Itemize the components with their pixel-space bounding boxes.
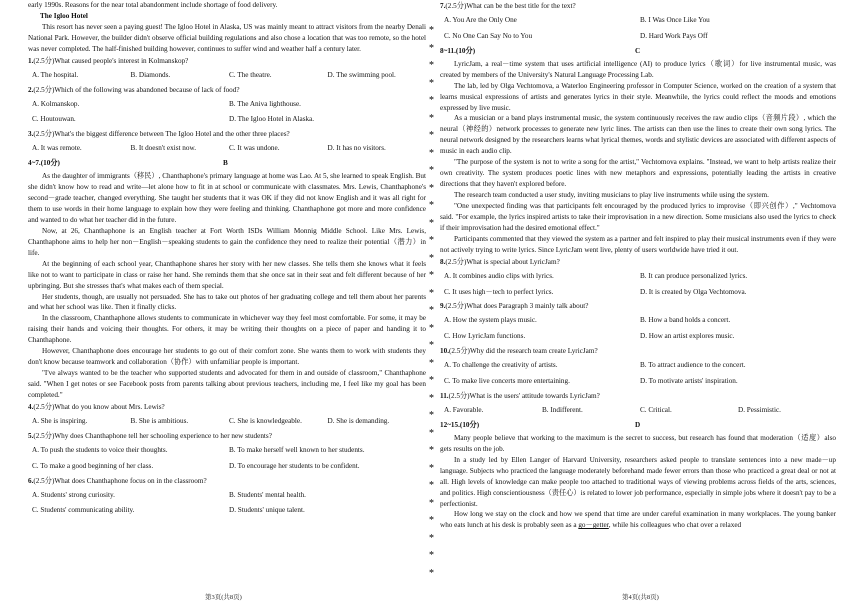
gutter-star-mark: * — [429, 427, 434, 439]
option-c[interactable]: C. Critical. — [640, 406, 672, 414]
question-7: 7.(2.5分)What can be the best title for the text? — [440, 2, 576, 10]
option-b[interactable]: B. Diamonds. — [130, 70, 171, 79]
gutter-star-mark: * — [429, 130, 434, 141]
option-d[interactable]: D. How an artist explores music. — [640, 332, 735, 341]
gutter-star-mark: * — [429, 217, 434, 229]
option-b[interactable]: B. I Was Once Like You — [640, 15, 710, 24]
option-d[interactable]: D. The Igloo Hotel in Alaska. — [229, 115, 315, 124]
gutter-star-mark: * — [429, 515, 434, 526]
option-d[interactable]: D. Students' unique talent. — [229, 506, 305, 515]
question-2: 2.(2.5分)Which of the following was abandoned because of lack of food? — [28, 85, 240, 94]
option-c[interactable]: C. To make a good beginning of her class. — [32, 461, 154, 470]
gutter-star-mark: * — [429, 182, 434, 194]
option-d[interactable]: D. It is created by Olga Vechtomova. — [640, 287, 747, 296]
gutter-star-mark: * — [429, 340, 434, 351]
options-q8 — [444, 271, 836, 298]
gutter-star-mark: * — [429, 305, 434, 316]
page-number-right: 第4页(共8页) — [622, 594, 659, 601]
option-a[interactable]: A. Students' strong curiosity. — [32, 490, 115, 499]
paragraph: How long we stay on the clock and how we spend that time are under careful examination in many workplaces. The young banker who eats lunch at his desk is probably seen as a go－getter, while his colleagues who chat over a relaxed — [440, 510, 836, 530]
paragraph: However, Chanthaphone does encourage her students to go out of their comfort zone. She wants them to work with students they don't know because teamwork and collaboration（协作）with unfamiliar people is important. — [28, 347, 426, 367]
options-q3 — [32, 143, 426, 154]
gutter-star-mark: * — [429, 480, 434, 491]
question-10: 10.(2.5分)Why did the research team create LyricJam? — [440, 347, 598, 356]
option-a[interactable]: A. How the system plays music. — [444, 316, 537, 325]
intro-text: early 1990s. Reasons for the near total abandonment include shortage of food delivery. — [28, 1, 278, 9]
paragraph: Now, at 26, Chanthaphone is an English teacher at Fort Worth ISDs William Monnig Middle School. Like Mrs. Lewis, Chanthaphone aims to help her non－English－speaking students to gain the confidence they need to realize their potential（潜力）in life. — [28, 226, 426, 257]
gutter-star-mark: * — [429, 270, 434, 281]
gutter-star-mark: * — [429, 252, 434, 264]
option-c[interactable]: C. No One Can Say No to You — [444, 31, 533, 40]
section-header-c: 8~11.(10分) C — [440, 46, 641, 55]
options-q10 — [444, 360, 836, 387]
options-q6 — [32, 490, 426, 517]
option-b[interactable]: B. Indifferent. — [542, 406, 583, 414]
option-d[interactable]: D. Pessimistic. — [738, 406, 781, 414]
option-b[interactable]: B. It doesn't exist now. — [130, 144, 197, 153]
paragraph: Participants commented that they viewed the system as a partner and felt inspired to play their musical instruments even if they were not actively trying to write lyrics. Since LyricJam went live, plenty of users worldwide have tried it out. — [440, 234, 836, 254]
section-header-d: 12~15.(10分) D — [440, 420, 641, 429]
paragraph: "The purpose of the system is not to write a song for the artist," Vechtomova explains. "Instead, we want to help artists realize their own creativity. The system produces poetic lines with new metaphors and expressions, potentially leading the artists in creative directions that they haven't explored before. — [440, 158, 836, 189]
section-title-igloo: The Igloo Hotel — [40, 11, 88, 20]
option-d[interactable]: D. It has no visitors. — [327, 144, 386, 153]
options-q9 — [444, 315, 836, 342]
gutter-star-mark: * — [429, 392, 434, 404]
gutter-star-mark: * — [429, 77, 434, 89]
paragraph: As the daughter of immigrants（移民）, Chanthaphone's primary language at home was Lao. At 5, she learned to speak English. But she didn't know how to read and write—let alone how to fit in at school or communicate with classmates. Mrs. Lewis, Chanthaphone's second－grade teacher, changed everything. She taught her students that it was OK if they did not know English and it was all right for them to use words in their home language to explain how they were feeling and thinking. Chanthaphone got more and more confidence and wanted to do what her teacher did in the future. — [28, 172, 426, 224]
gutter-star-mark: * — [429, 95, 434, 106]
paragraph: This resort has never seen a paying guest! The Igloo Hotel in Alaska, US was mainly meant to attract visitors from the nearby Denali National Park. However, the builder didn't observe official building regulations and also chose a location that was too remote, so the hotel was never completed. The half-finished building however, continues to suffer wind and weather half a century later. — [28, 22, 426, 53]
paragraph: Her students, though, are usually not persuaded. She has to take out photos of her graduating college and tell them about her parents and what her school was like. Then it finally clicks. — [28, 292, 426, 312]
gutter-star-mark: * — [429, 147, 434, 159]
options-q1 — [32, 70, 426, 81]
underlined-term: go－getter — [578, 521, 609, 530]
options-q7 — [444, 15, 836, 42]
paragraph: Many people believe that working to the maximum is the secret to success, but research has found that moderation（适度）also gets results on the job. — [440, 433, 836, 453]
options-q2 — [32, 99, 426, 126]
gutter-star-mark: * — [429, 567, 434, 579]
option-b[interactable]: B. The Aniva lighthouse. — [229, 99, 301, 108]
option-a[interactable]: A. Kolmanskop. — [32, 99, 80, 108]
options-q5 — [32, 445, 426, 472]
option-d[interactable]: D. The swimming pool. — [327, 70, 396, 79]
option-a[interactable]: A. Favorable. — [444, 406, 484, 414]
paragraph: The research team conducted a user study, inviting musicians to play live instruments while using the system. — [454, 191, 769, 199]
gutter-star-mark: * — [429, 287, 434, 299]
paragraph: "I've always wanted to be the teacher who supported students and advocated for them in and outside of classroom," Chanthaphone said. "When I get notes or see Facebook posts from parents talking about previous teachers, including me, I feel like my goal has been completed." — [28, 369, 426, 399]
gutter-star-mark: * — [429, 410, 434, 421]
gutter-star-mark: * — [429, 200, 434, 211]
option-b[interactable]: B. It can produce personalized lyrics. — [640, 271, 748, 280]
paragraph: "One unexpected finding was that participants felt encouraged by the produced lyrics to improvise（即兴创作）," Vechtomova said. "For example, the lyrics inspired artists to take their improvisation in a new direction. Some musicians also used the lyrics to check if their improvisation had the desired emotional effect." — [440, 201, 836, 232]
section-header-b: 4~7.(10分) B — [28, 159, 228, 168]
options-q11 — [444, 405, 836, 416]
paragraph: As a musician or a band plays instrumental music, the system continuously receives the raw audio clips（音频片段）, which the neural（神经的）network processes to generate new lyric lines. The artists can then use the lines to create their own song lyrics. The neural network designed by the researchers learns what lyrical themes, words and stylistic devices are associated with different aspects of music in each audio clip. — [440, 114, 836, 156]
option-a[interactable]: A. It combines audio clips with lyrics. — [444, 271, 554, 280]
gutter-star-mark: * — [429, 375, 434, 386]
gutter-star-mark: * — [429, 322, 434, 334]
option-b[interactable]: B. She is ambitious. — [130, 416, 189, 425]
option-a[interactable]: A. She is inspiring. — [32, 416, 88, 425]
gutter-star-mark: * — [429, 532, 434, 544]
option-d[interactable]: D. She is demanding. — [327, 416, 390, 425]
gutter-star-mark: * — [429, 462, 434, 474]
question-5: 5.(2.5分)Why does Chanthaphone tell her schooling experience to her new students? — [28, 431, 272, 440]
left-column — [28, 0, 426, 520]
gutter-star-mark: * — [429, 112, 434, 124]
option-b[interactable]: B. Students' mental health. — [229, 490, 306, 499]
option-c[interactable]: C. How LyricJam functions. — [444, 332, 526, 341]
right-column — [440, 0, 836, 531]
option-c[interactable]: C. She is knowledgeable. — [229, 416, 302, 425]
option-c[interactable]: C. Houtouwan. — [32, 115, 76, 124]
question-8: 8.(2.5分)What is special about LyricJam? — [440, 257, 560, 266]
page-number-left: 第3页(共8页) — [205, 594, 242, 601]
option-d[interactable]: D. To motivate artists' inspiration. — [640, 377, 738, 386]
paragraph: LyricJam, a real－time system that uses artificial intelligence (AI) to produce lyrics（歌词）for live instrumental music, was created by members of the University's Natural Language Processing Lab. — [440, 59, 836, 79]
option-c[interactable]: C. Students' communicating ability. — [32, 506, 135, 515]
option-a[interactable]: A. It was remote. — [32, 144, 82, 153]
option-a[interactable]: A. To challenge the creativity of artists. — [444, 361, 558, 370]
option-b[interactable]: B. To make herself well known to her students. — [229, 445, 365, 454]
gutter-star-mark: * — [429, 497, 434, 509]
gutter-star-mark: * — [429, 25, 434, 36]
option-c[interactable]: C. It was undone. — [229, 144, 280, 153]
option-c[interactable]: C. To make live concerts more entertaining. — [444, 377, 570, 386]
paragraph: In the classroom, Chanthaphone allows students to communicate in whichever way they feel most comfortable. For some, it may be raising their hands and voicing their thoughts. For others, it may be writing their thoughts on a piece of paper and handing it to Chanthaphone. — [28, 314, 426, 345]
option-c[interactable]: C. The theatre. — [229, 70, 272, 79]
option-d[interactable]: D. Hard Work Pays Off — [640, 31, 708, 40]
question-6: 6.(2.5分)What does Chanthaphone focus on in the classroom? — [28, 476, 207, 485]
question-1: 1.(2.5分)What caused people's interest in Kolmanskop? — [28, 56, 189, 65]
paragraph: At the beginning of each school year, Chanthaphone shares her story with her new classes. She tells them she knows what it feels like not to want to participate in class or raise her hand. She reminds them that she once sat in their seat and felt different because of her upbringing. But she stresses that's what makes each of them special. — [28, 259, 426, 290]
binding-gutter-marks — [429, 22, 434, 582]
paragraph: In a study led by Ellen Langer of Harvard University, researchers asked people to translate sentences into a new made－up language. Subjects who practiced the language moderately beforehand made fewer errors than those who practiced a great deal or not at all. High levels of knowledge can make people too attached to traditional ways of viewing problems across fields of the arts, sciences, and politics. High conscientiousness（责任心）is related to lower job performance, especially in simple jobs where it doesn't pay to be a perfectionist. — [440, 455, 836, 508]
question-3: 3.(2.5分)What's the biggest difference between The Igloo Hotel and the other three places? — [28, 130, 290, 139]
gutter-star-mark: * — [429, 550, 434, 561]
gutter-star-mark: * — [429, 42, 434, 54]
gutter-star-mark: * — [429, 235, 434, 246]
option-a[interactable]: A. You Are the Only One — [444, 15, 517, 24]
gutter-star-mark: * — [429, 60, 434, 71]
question-9: 9.(2.5分)What does Paragraph 3 mainly talk about? — [440, 302, 589, 311]
option-a[interactable]: A. The hospital. — [32, 70, 79, 79]
options-q4 — [32, 416, 426, 427]
gutter-star-mark: * — [429, 165, 434, 176]
option-c[interactable]: C. It uses high－tech to perfect lyrics. — [444, 287, 554, 296]
option-b[interactable]: B. How a band holds a concert. — [640, 316, 731, 325]
question-4: 4.(2.5分)What do you know about Mrs. Lewis? — [28, 402, 165, 411]
option-d[interactable]: D. To encourage her students to be confident. — [229, 461, 360, 470]
option-a[interactable]: A. To push the students to voice their thoughts. — [32, 445, 168, 454]
gutter-star-mark: * — [429, 357, 434, 369]
option-b[interactable]: B. To attract audience to the concert. — [640, 361, 746, 370]
gutter-star-mark: * — [429, 445, 434, 456]
paragraph: The lab, led by Olga Vechtomova, a Waterloo Engineering professor in Computer Science, worked on the creation of a system that learns musical expressions of artists and generates lyrics in their style. Meanwhile, the lyrics could reflect the moods and emotions expressed by live music. — [440, 81, 836, 112]
question-11: 11.(2.5分)What is the users' attitude towards LyricJam? — [440, 392, 600, 401]
